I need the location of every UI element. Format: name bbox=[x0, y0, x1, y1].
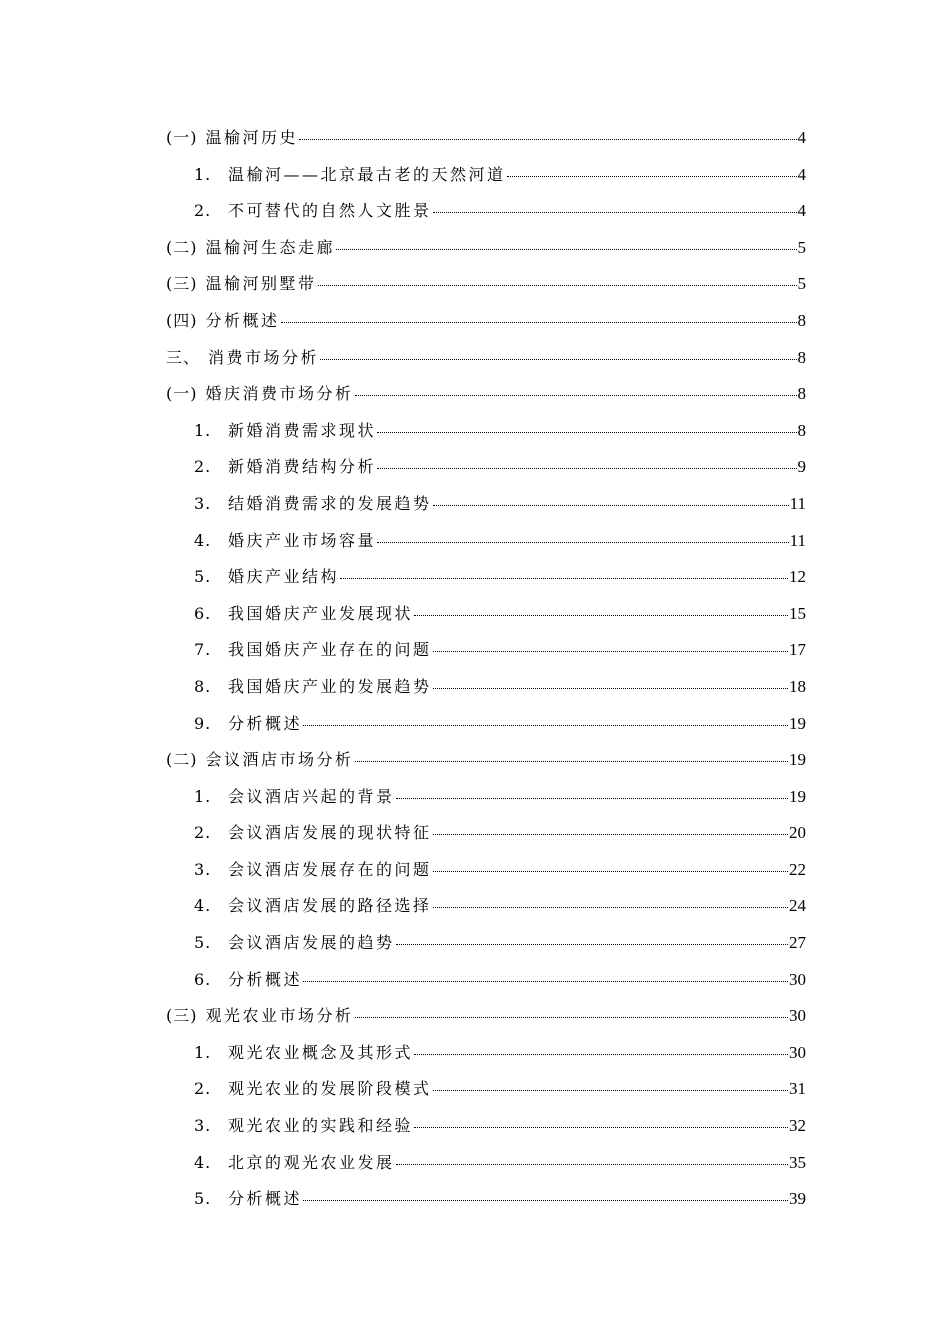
toc-entry-number: 5. bbox=[194, 1189, 212, 1209]
toc-entry-number: 7. bbox=[194, 640, 212, 660]
toc-entry-number: 5. bbox=[194, 933, 212, 953]
toc-entry-title: 分析概述 bbox=[228, 713, 303, 733]
toc-entry[interactable] bbox=[166, 230, 806, 267]
toc-entry-title: 温榆河别墅带 bbox=[205, 274, 317, 294]
toc-entry[interactable] bbox=[166, 779, 806, 816]
toc-entry[interactable] bbox=[166, 486, 806, 523]
toc-entry-title: 会议酒店发展存在的问题 bbox=[228, 859, 432, 879]
toc-entry-number: (一) bbox=[166, 128, 198, 147]
toc-entry[interactable] bbox=[166, 888, 806, 925]
toc-entry-page: 35 bbox=[789, 1152, 806, 1172]
toc-entry-page: 22 bbox=[789, 859, 806, 879]
toc-entry[interactable] bbox=[166, 742, 806, 779]
toc-entry-title: 观光农业的实践和经验 bbox=[228, 1116, 414, 1136]
toc-entry-title: 婚庆产业市场容量 bbox=[228, 530, 377, 550]
toc-entry[interactable] bbox=[166, 998, 806, 1035]
toc-entry-title: 分析概述 bbox=[228, 1189, 303, 1209]
toc-entry-page: 8 bbox=[797, 310, 806, 330]
toc-entry[interactable] bbox=[166, 596, 806, 633]
toc-entry[interactable] bbox=[166, 815, 806, 852]
toc-entry-title: 会议酒店发展的现状特征 bbox=[228, 823, 432, 843]
toc-dot-leader bbox=[414, 613, 788, 616]
toc-entry-page: 11 bbox=[789, 530, 806, 550]
toc-entry-page: 8 bbox=[797, 384, 806, 404]
toc-dot-leader bbox=[433, 905, 788, 908]
toc-entry[interactable] bbox=[166, 303, 806, 340]
toc-dot-leader bbox=[396, 1162, 788, 1165]
toc-entry-page: 19 bbox=[789, 713, 806, 733]
toc-dot-leader bbox=[377, 430, 796, 433]
toc-entry-title: 会议酒店发展的路径选择 bbox=[228, 896, 432, 916]
toc-entry[interactable] bbox=[166, 157, 806, 194]
toc-entry[interactable] bbox=[166, 1071, 806, 1108]
toc-entry-title: 分析概述 bbox=[205, 310, 280, 330]
toc-entry-page: 31 bbox=[789, 1079, 806, 1099]
toc-dot-leader bbox=[414, 1125, 788, 1128]
toc-entry[interactable] bbox=[166, 340, 806, 377]
toc-entry-title: 会议酒店兴起的背景 bbox=[228, 786, 395, 806]
toc-dot-leader bbox=[355, 759, 788, 762]
toc-entry-page: 5 bbox=[797, 237, 806, 257]
toc-entry[interactable] bbox=[166, 266, 806, 303]
toc-entry-title: 我国婚庆产业存在的问题 bbox=[228, 640, 432, 660]
toc-entry-number: 3. bbox=[194, 1116, 212, 1136]
toc-dot-leader bbox=[355, 1015, 788, 1018]
toc-dot-leader bbox=[396, 796, 788, 799]
toc-dot-leader bbox=[303, 979, 788, 982]
toc-entry-title: 不可替代的自然人文胜景 bbox=[228, 201, 432, 221]
toc-entry-title: 温榆河历史 bbox=[205, 128, 299, 147]
toc-entry[interactable] bbox=[166, 1108, 806, 1145]
toc-entry-title: 我国婚庆产业发展现状 bbox=[228, 603, 414, 623]
toc-entry-number: 1. bbox=[194, 420, 212, 440]
toc-dot-leader bbox=[396, 942, 788, 945]
toc-entry-number: 6. bbox=[194, 969, 212, 989]
toc-dot-leader bbox=[414, 1052, 788, 1055]
toc-entry-page: 32 bbox=[789, 1116, 806, 1136]
toc-entry-page: 5 bbox=[797, 274, 806, 294]
toc-entry[interactable] bbox=[166, 193, 806, 230]
toc-entry[interactable] bbox=[166, 925, 806, 962]
toc-dot-leader bbox=[303, 1198, 788, 1201]
toc-entry[interactable] bbox=[166, 706, 806, 743]
toc-dot-leader bbox=[433, 869, 788, 872]
toc-entry-title: 结婚消费需求的发展趋势 bbox=[228, 493, 432, 513]
toc-entry-title: 分析概述 bbox=[228, 969, 303, 989]
toc-dot-leader bbox=[299, 137, 796, 140]
toc-dot-leader bbox=[340, 576, 788, 579]
toc-entry[interactable] bbox=[166, 413, 806, 450]
toc-entry-number: 2. bbox=[194, 823, 212, 843]
toc-entry-number: 5. bbox=[194, 567, 212, 587]
toc-dot-leader bbox=[433, 210, 797, 213]
toc-entry-number: 6. bbox=[194, 603, 212, 623]
toc-entry-number: 2. bbox=[194, 1079, 212, 1099]
toc-entry-number: (三) bbox=[166, 274, 198, 294]
toc-dot-leader bbox=[433, 1088, 788, 1091]
toc-entry-title: 会议酒店发展的趋势 bbox=[228, 933, 395, 953]
toc-dot-leader bbox=[433, 832, 788, 835]
toc-entry[interactable] bbox=[166, 559, 806, 596]
toc-entry-number: 9. bbox=[194, 713, 212, 733]
toc-dot-leader bbox=[281, 320, 797, 323]
toc-entry-number: 三、 bbox=[166, 347, 201, 367]
toc-entry-title: 温榆河生态走廊 bbox=[205, 237, 336, 257]
toc-entry-page: 30 bbox=[789, 1042, 806, 1062]
toc-entry-page: 19 bbox=[789, 750, 806, 770]
toc-entry[interactable] bbox=[166, 632, 806, 669]
toc-entry-number: 3. bbox=[194, 859, 212, 879]
toc-dot-leader bbox=[355, 393, 797, 396]
toc-dot-leader bbox=[320, 357, 796, 360]
toc-entry[interactable] bbox=[166, 1145, 806, 1182]
toc-entry-page: 27 bbox=[789, 933, 806, 953]
toc-entry-page: 20 bbox=[789, 823, 806, 843]
toc-entry-number: 1. bbox=[194, 1042, 212, 1062]
toc-entry-page: 30 bbox=[789, 1006, 806, 1026]
toc-entry-title: 观光农业市场分析 bbox=[205, 1006, 354, 1026]
toc-entry-title: 新婚消费结构分析 bbox=[228, 457, 377, 477]
toc-entry-page: 4 bbox=[797, 164, 806, 184]
toc-dot-leader bbox=[377, 540, 789, 543]
toc-entry-page: 11 bbox=[789, 493, 806, 513]
toc-entry-number: 4. bbox=[194, 530, 212, 550]
toc-entry-title: 温榆河——北京最古老的天然河道 bbox=[228, 164, 506, 184]
toc-dot-leader bbox=[433, 686, 788, 689]
toc-entry-page: 4 bbox=[797, 201, 806, 221]
toc-entry-page: 15 bbox=[789, 603, 806, 623]
toc-entry-page: 4 bbox=[797, 128, 806, 147]
toc-dot-leader bbox=[336, 247, 796, 250]
toc-dot-leader bbox=[303, 723, 788, 726]
toc-entry[interactable] bbox=[166, 523, 806, 560]
toc-entry[interactable] bbox=[166, 1035, 806, 1072]
toc-entry-title: 消费市场分析 bbox=[208, 347, 320, 367]
toc-entry-number: (三) bbox=[166, 1006, 198, 1026]
toc-entry-number: 1. bbox=[194, 164, 212, 184]
toc-entry[interactable] bbox=[166, 1181, 806, 1218]
toc-entry-number: (一) bbox=[166, 384, 198, 404]
toc-entry-title: 会议酒店市场分析 bbox=[205, 750, 354, 770]
toc-dot-leader bbox=[507, 174, 797, 177]
toc-entry-number: 3. bbox=[194, 493, 212, 513]
toc-entry[interactable] bbox=[166, 962, 806, 999]
toc-entry-page: 19 bbox=[789, 786, 806, 806]
toc-entry-title: 新婚消费需求现状 bbox=[228, 420, 377, 440]
toc-entry-number: 1. bbox=[194, 786, 212, 806]
toc-entry[interactable] bbox=[166, 669, 806, 706]
toc-entry-title: 婚庆产业结构 bbox=[228, 567, 340, 587]
toc-entry-page: 24 bbox=[789, 896, 806, 916]
toc-entry-number: 4. bbox=[194, 1152, 212, 1172]
toc-entry-number: (二) bbox=[166, 237, 198, 257]
toc-entry-page: 12 bbox=[789, 567, 806, 587]
toc-entry-page: 39 bbox=[789, 1189, 806, 1209]
toc-entry-title: 观光农业的发展阶段模式 bbox=[228, 1079, 432, 1099]
toc-entry-number: 4. bbox=[194, 896, 212, 916]
toc-entry-title: 北京的观光农业发展 bbox=[228, 1152, 395, 1172]
toc-entry-page: 8 bbox=[797, 347, 806, 367]
toc-entry-title: 我国婚庆产业的发展趋势 bbox=[228, 676, 432, 696]
toc-entry-page: 17 bbox=[789, 640, 806, 660]
toc-entry[interactable] bbox=[166, 120, 806, 157]
toc-entry[interactable] bbox=[166, 449, 806, 486]
toc-entry-number: 8. bbox=[194, 676, 212, 696]
toc-dot-leader bbox=[377, 466, 796, 469]
toc-entry-title: 婚庆消费市场分析 bbox=[205, 384, 354, 404]
toc-entry-page: 8 bbox=[797, 420, 806, 440]
toc-entry-number: 2. bbox=[194, 457, 212, 477]
toc-entry-page: 9 bbox=[797, 457, 806, 477]
toc-entry-page: 18 bbox=[789, 676, 806, 696]
toc-entry[interactable] bbox=[166, 852, 806, 889]
toc-dot-leader bbox=[433, 649, 788, 652]
toc-entry-title: 观光农业概念及其形式 bbox=[228, 1042, 414, 1062]
toc-entry-number: (二) bbox=[166, 750, 198, 770]
toc-entry-number: 2. bbox=[194, 201, 212, 221]
toc-dot-leader bbox=[433, 503, 789, 506]
toc-entry-page: 30 bbox=[789, 969, 806, 989]
toc-dot-leader bbox=[318, 283, 797, 286]
toc-entry-number: (四) bbox=[166, 310, 198, 330]
table-of-contents bbox=[166, 120, 806, 1218]
toc-entry[interactable] bbox=[166, 376, 806, 413]
